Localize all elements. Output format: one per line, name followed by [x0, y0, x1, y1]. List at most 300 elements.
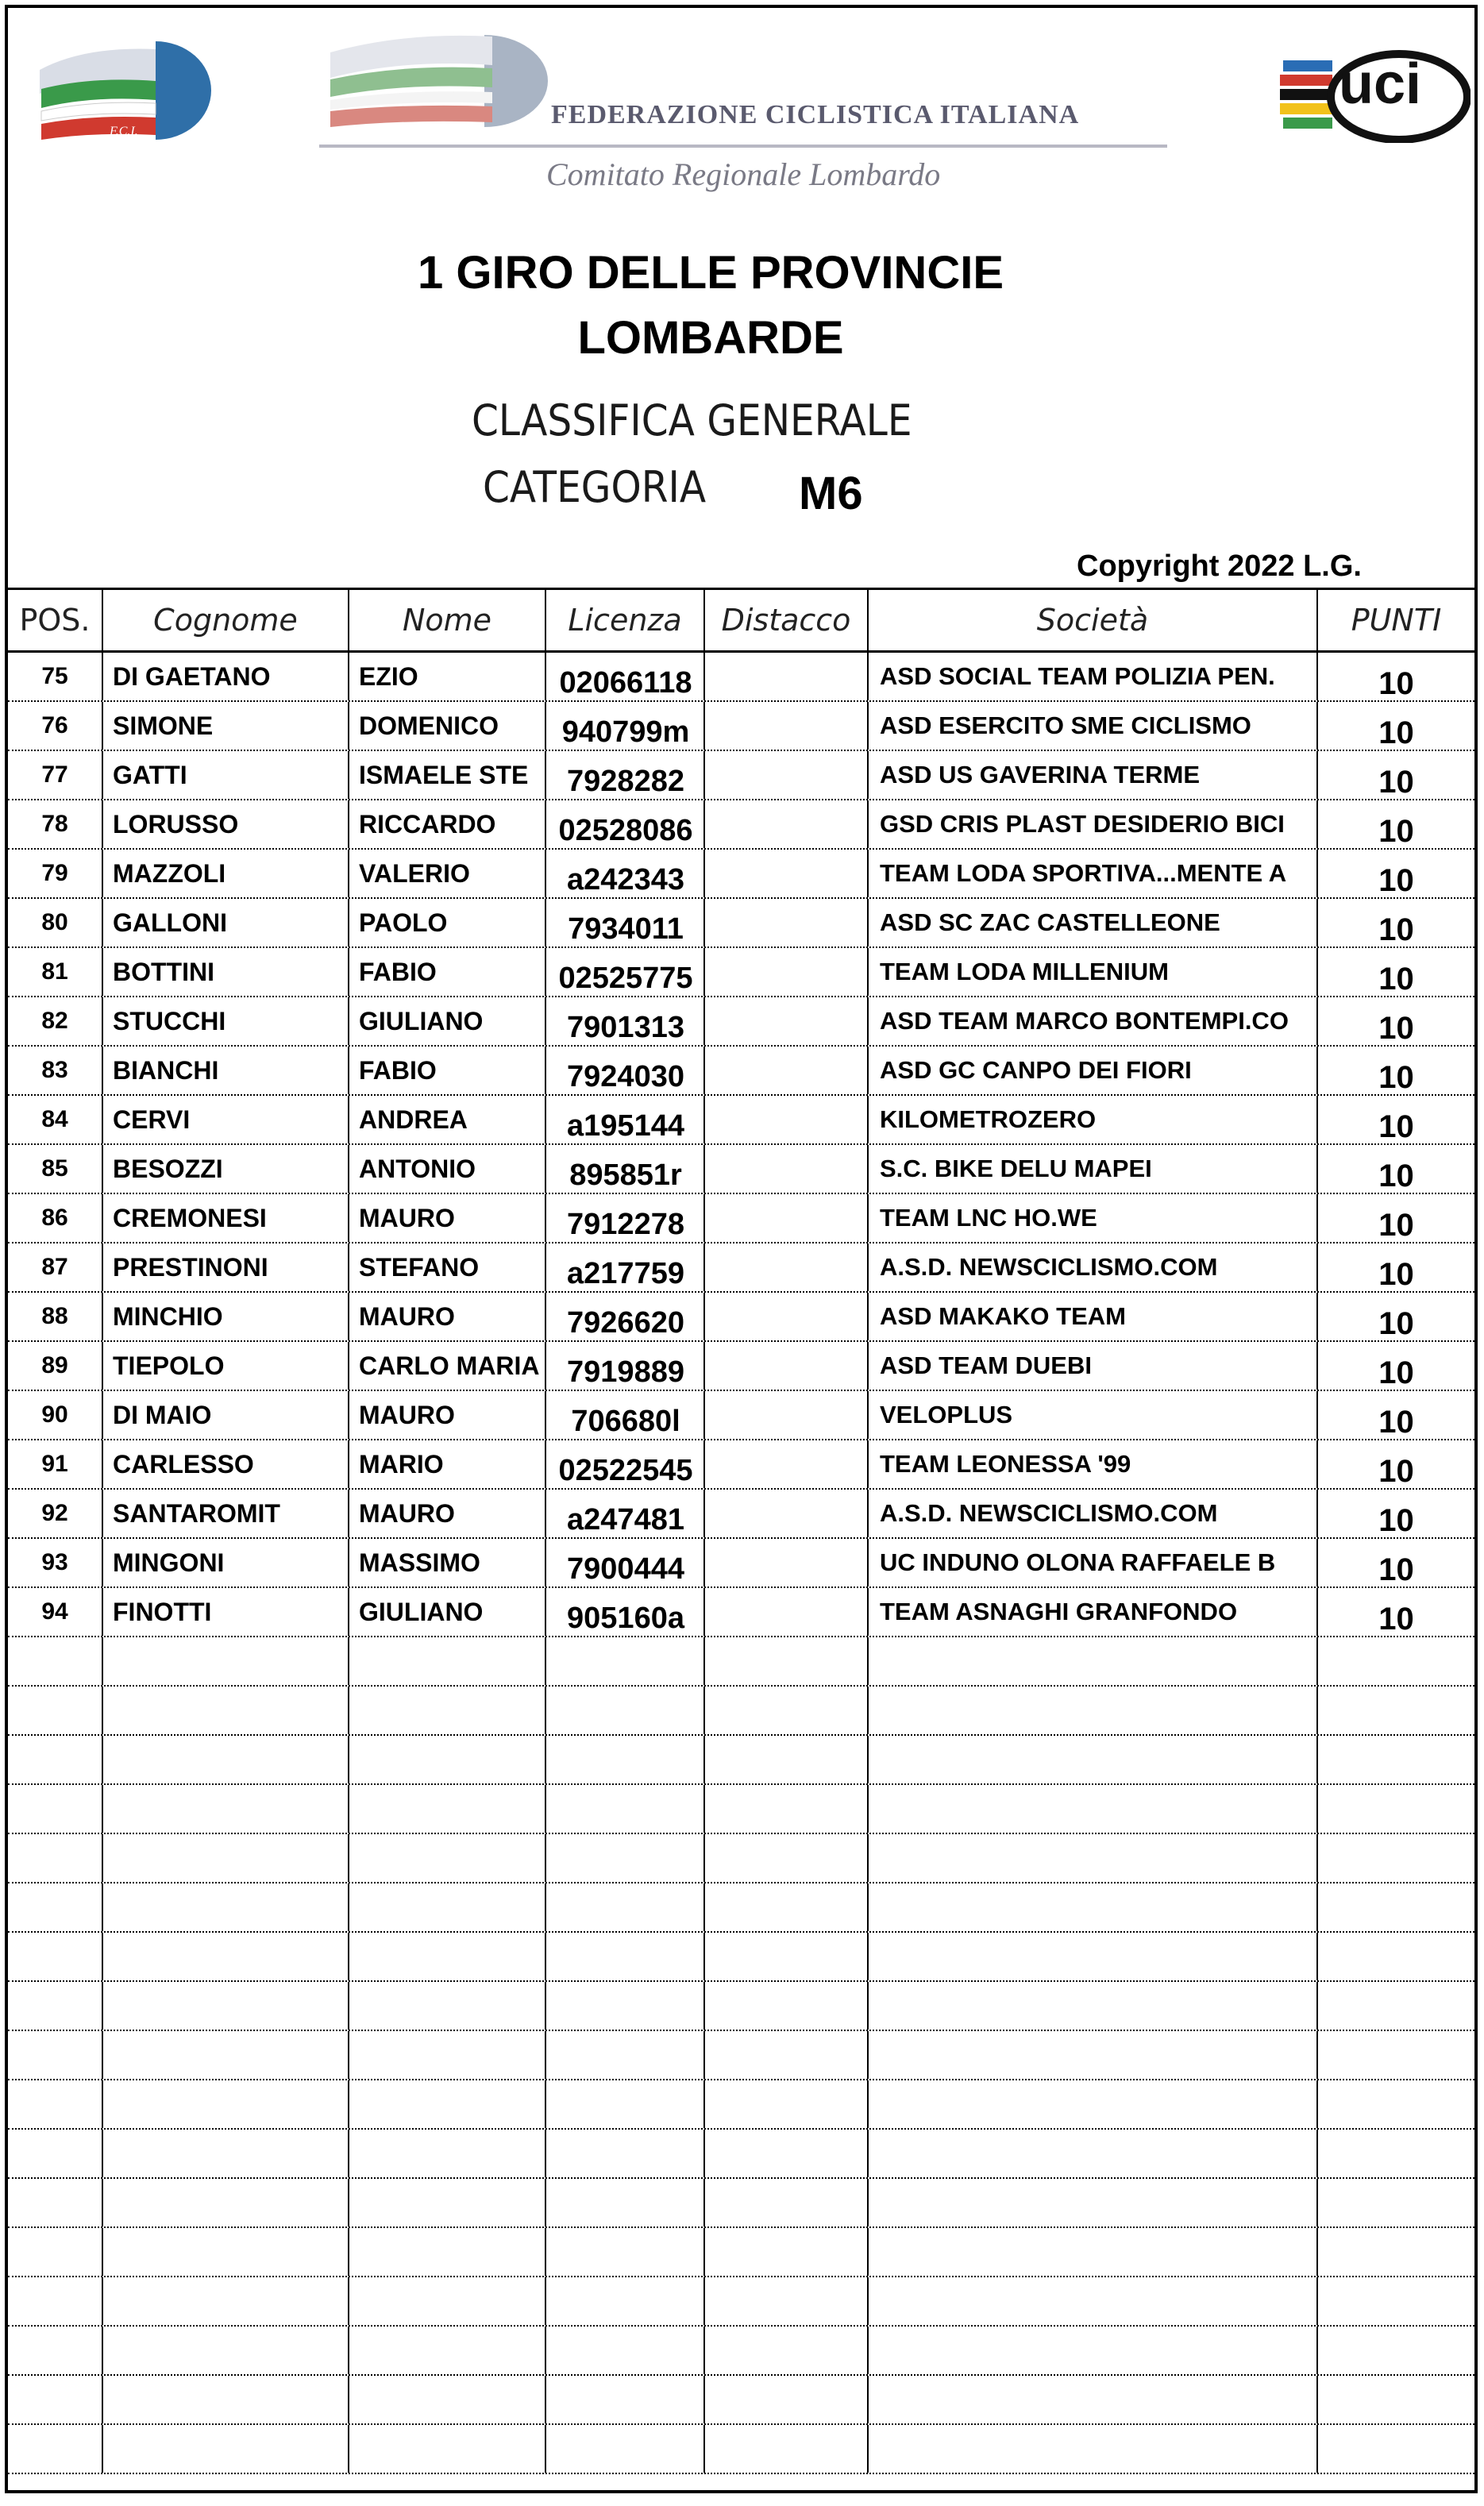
cell-punti: 10	[1378, 1158, 1414, 1193]
cell-societa: A.S.D. NEWSCICLISMO.COM	[869, 1243, 1318, 1291]
cell-distacco	[705, 2080, 869, 2128]
cell-cognome: TIEPOLO	[103, 1342, 349, 1390]
cell-pos: 83	[8, 1047, 103, 1094]
cell-distacco	[705, 2031, 869, 2079]
cell-societa	[869, 1736, 1318, 1783]
results-sheet	[5, 5, 1478, 2493]
committee-name: Comitato Regionale Lombardo	[546, 156, 941, 192]
cell-distacco	[705, 1145, 869, 1193]
cell-societa	[869, 2130, 1318, 2177]
cell-pos	[8, 1933, 103, 1980]
cell-nome	[349, 1982, 546, 2030]
cell-licenza	[546, 2277, 705, 2325]
cell-distacco	[705, 850, 869, 897]
table-row	[8, 1539, 1474, 1588]
cell-punti	[1318, 2228, 1474, 2276]
cell-licenza: 7934011	[546, 899, 705, 946]
cell-societa: TEAM LODA MILLENIUM	[869, 948, 1318, 996]
categoria-value: M6	[799, 468, 863, 519]
cell-pos: 78	[8, 800, 103, 848]
cell-pos: 93	[8, 1539, 103, 1586]
fci-logo-text: F.C.I.	[110, 125, 138, 138]
cell-nome: EZIO	[349, 653, 546, 700]
cell-pos	[8, 1637, 103, 1685]
federation-rule	[319, 145, 1167, 148]
cell-licenza	[546, 1785, 705, 1833]
cell-nome: MAURO	[349, 1391, 546, 1439]
cell-societa: TEAM LODA SPORTIVA...MENTE A	[869, 850, 1318, 897]
cell-distacco	[705, 1834, 869, 1882]
table-row	[8, 1293, 1474, 1342]
cell-punti: 10	[1378, 1059, 1414, 1094]
cell-punti	[1318, 1933, 1474, 1980]
cell-pos: 86	[8, 1194, 103, 1242]
header-cognome: Cognome	[103, 590, 349, 650]
cell-punti: 10	[1378, 1502, 1414, 1537]
cell-nome	[349, 2277, 546, 2325]
cell-pos: 77	[8, 751, 103, 799]
table-row	[8, 2277, 1474, 2327]
cell-nome	[349, 2031, 546, 2079]
table-row	[8, 1243, 1474, 1293]
header-licenza: Licenza	[546, 590, 705, 650]
header-nome: Nome	[349, 590, 546, 650]
cell-distacco	[705, 653, 869, 700]
cell-punti: 10	[1378, 961, 1414, 996]
cell-pos: 90	[8, 1391, 103, 1439]
cell-distacco	[705, 800, 869, 848]
table-row	[8, 850, 1474, 899]
race-title-line2: LOMBARDE	[577, 312, 844, 364]
cell-pos: 75	[8, 653, 103, 700]
table-row	[8, 1883, 1474, 1933]
cell-licenza: 7919889	[546, 1342, 705, 1390]
cell-nome: PAOLO	[349, 899, 546, 946]
cell-cognome: MAZZOLI	[103, 850, 349, 897]
cell-distacco	[705, 1883, 869, 1931]
cell-distacco	[705, 997, 869, 1045]
cell-licenza: 7924030	[546, 1047, 705, 1094]
cell-nome: CARLO MARIA	[349, 1342, 546, 1390]
cell-nome: MAURO	[349, 1194, 546, 1242]
cell-nome	[349, 2179, 546, 2226]
table-row	[8, 702, 1474, 751]
cell-cognome	[103, 1785, 349, 1833]
cell-cognome	[103, 2080, 349, 2128]
table-row	[8, 1637, 1474, 1687]
cell-punti: 10	[1378, 1305, 1414, 1340]
cell-cognome	[103, 1982, 349, 2030]
cell-pos: 79	[8, 850, 103, 897]
cell-nome: FABIO	[349, 1047, 546, 1094]
cell-distacco	[705, 2179, 869, 2226]
cell-societa: TEAM LEONESSA '99	[869, 1440, 1318, 1488]
table-row	[8, 1047, 1474, 1096]
cell-pos: 85	[8, 1145, 103, 1193]
cell-pos	[8, 2179, 103, 2226]
cell-cognome: CARLESSO	[103, 1440, 349, 1488]
cell-nome	[349, 1785, 546, 1833]
table-row	[8, 1145, 1474, 1194]
table-row	[8, 2376, 1474, 2425]
cell-licenza: 02525775	[546, 948, 705, 996]
cell-societa	[869, 1933, 1318, 1980]
fci-logo-icon	[37, 38, 219, 143]
cell-cognome: FINOTTI	[103, 1588, 349, 1636]
cell-distacco	[705, 1293, 869, 1340]
cell-distacco	[705, 1785, 869, 1833]
cell-pos	[8, 2080, 103, 2128]
cell-nome	[349, 2130, 546, 2177]
cell-nome: MARIO	[349, 1440, 546, 1488]
cell-nome: RICCARDO	[349, 800, 546, 848]
cell-cognome	[103, 2179, 349, 2226]
cell-licenza: 02066118	[546, 653, 705, 700]
cell-nome: DOMENICO	[349, 702, 546, 750]
cell-societa	[869, 1834, 1318, 1882]
cell-licenza: a217759	[546, 1243, 705, 1291]
cell-societa: TEAM ASNAGHI GRANFONDO	[869, 1588, 1318, 1636]
cell-pos: 94	[8, 1588, 103, 1636]
header-societa: Società	[869, 590, 1318, 650]
cell-pos: 82	[8, 997, 103, 1045]
cell-pos: 92	[8, 1490, 103, 1537]
cell-distacco	[705, 2376, 869, 2423]
cell-punti: 10	[1378, 1453, 1414, 1488]
cell-pos: 76	[8, 702, 103, 750]
cell-societa: ASD SOCIAL TEAM POLIZIA PEN.	[869, 653, 1318, 700]
cell-societa	[869, 2376, 1318, 2423]
cell-licenza	[546, 1637, 705, 1685]
cell-societa: ASD TEAM DUEBI	[869, 1342, 1318, 1390]
cell-licenza: 905160a	[546, 1588, 705, 1636]
cell-licenza: 02522545	[546, 1440, 705, 1488]
table-row	[8, 1342, 1474, 1391]
cell-societa: ASD TEAM MARCO BONTEMPI.CO	[869, 997, 1318, 1045]
copyright-text: Copyright 2022 L.G.	[1077, 549, 1362, 583]
cell-pos: 84	[8, 1096, 103, 1143]
cell-distacco	[705, 2130, 869, 2177]
cell-distacco	[705, 1243, 869, 1291]
cell-punti: 10	[1378, 1010, 1414, 1045]
cell-pos: 88	[8, 1293, 103, 1340]
cell-nome: FABIO	[349, 948, 546, 996]
cell-cognome: DI GAETANO	[103, 653, 349, 700]
cell-societa	[869, 2425, 1318, 2473]
cell-punti: 10	[1378, 764, 1414, 799]
cell-nome: STEFANO	[349, 1243, 546, 1291]
cell-licenza: 02528086	[546, 800, 705, 848]
cell-licenza: a242343	[546, 850, 705, 897]
cell-pos: 89	[8, 1342, 103, 1390]
cell-punti	[1318, 1785, 1474, 1833]
cell-nome	[349, 2327, 546, 2374]
cell-nome	[349, 1736, 546, 1783]
cell-licenza	[546, 1736, 705, 1783]
cell-cognome	[103, 1933, 349, 1980]
categoria-label: CATEGORIA	[483, 462, 707, 512]
cell-distacco	[705, 2327, 869, 2374]
cell-licenza: 7912278	[546, 1194, 705, 1242]
cell-pos	[8, 2228, 103, 2276]
table-row	[8, 1736, 1474, 1785]
cell-societa: ASD MAKAKO TEAM	[869, 1293, 1318, 1340]
cell-distacco	[705, 751, 869, 799]
table-body	[8, 653, 1474, 2474]
cell-distacco	[705, 1391, 869, 1439]
cell-licenza	[546, 2130, 705, 2177]
cell-punti: 10	[1378, 1552, 1414, 1586]
cell-distacco	[705, 1637, 869, 1685]
cell-societa: ASD US GAVERINA TERME	[869, 751, 1318, 799]
cell-cognome: BOTTINI	[103, 948, 349, 996]
cell-societa: UC INDUNO OLONA RAFFAELE B	[869, 1539, 1318, 1586]
cell-cognome: GALLONI	[103, 899, 349, 946]
cell-punti	[1318, 1982, 1474, 2030]
table-row	[8, 997, 1474, 1047]
cell-licenza: 7928282	[546, 751, 705, 799]
cell-pos	[8, 2376, 103, 2423]
cell-societa	[869, 2179, 1318, 2226]
table-row	[8, 1490, 1474, 1539]
cell-nome	[349, 2425, 546, 2473]
cell-nome: MAURO	[349, 1293, 546, 1340]
cell-cognome	[103, 2425, 349, 2473]
cell-pos: 81	[8, 948, 103, 996]
cell-punti: 10	[1378, 1207, 1414, 1242]
cell-societa	[869, 2031, 1318, 2079]
cell-licenza: 706680l	[546, 1391, 705, 1439]
cell-distacco	[705, 1933, 869, 1980]
cell-cognome: BIANCHI	[103, 1047, 349, 1094]
cell-pos	[8, 1883, 103, 1931]
cell-societa	[869, 1982, 1318, 2030]
cell-pos	[8, 2277, 103, 2325]
cell-societa	[869, 1883, 1318, 1931]
header-punti: PUNTI	[1351, 603, 1442, 638]
cell-cognome	[103, 2031, 349, 2079]
header-pos: POS.	[8, 590, 103, 650]
table-row	[8, 1440, 1474, 1490]
cell-punti	[1318, 1637, 1474, 1685]
cell-licenza	[546, 1687, 705, 1734]
cell-punti: 10	[1378, 1404, 1414, 1439]
federation-name: FEDERAZIONE CICLISTICA ITALIANA	[551, 100, 1080, 129]
uci-logo-icon	[1280, 38, 1471, 143]
cell-nome	[349, 1933, 546, 1980]
cell-nome: GIULIANO	[349, 1588, 546, 1636]
race-title-line1: 1 GIRO DELLE PROVINCIE	[418, 247, 1004, 299]
cell-cognome: LORUSSO	[103, 800, 349, 848]
cell-distacco	[705, 1539, 869, 1586]
cell-punti	[1318, 1883, 1474, 1931]
cell-nome	[349, 1834, 546, 1882]
cell-distacco	[705, 1687, 869, 1734]
cell-licenza	[546, 1982, 705, 2030]
cell-punti	[1318, 2327, 1474, 2374]
cell-distacco	[705, 2425, 869, 2473]
cell-pos	[8, 1785, 103, 1833]
table-row	[8, 948, 1474, 997]
cell-societa: GSD CRIS PLAST DESIDERIO BICI	[869, 800, 1318, 848]
cell-licenza: 940799m	[546, 702, 705, 750]
cell-pos	[8, 1982, 103, 2030]
cell-pos	[8, 1687, 103, 1734]
cell-cognome: CERVI	[103, 1096, 349, 1143]
cell-cognome	[103, 1736, 349, 1783]
cell-punti	[1318, 2130, 1474, 2177]
cell-licenza	[546, 2228, 705, 2276]
table-row	[8, 2179, 1474, 2228]
cell-pos: 87	[8, 1243, 103, 1291]
cell-nome	[349, 2376, 546, 2423]
cell-distacco	[705, 1588, 869, 1636]
cell-punti	[1318, 1736, 1474, 1783]
cell-cognome	[103, 2130, 349, 2177]
cell-punti: 10	[1378, 715, 1414, 750]
cell-punti: 10	[1378, 813, 1414, 848]
cell-societa	[869, 2080, 1318, 2128]
cell-punti: 10	[1378, 665, 1414, 700]
cell-punti: 10	[1378, 1108, 1414, 1143]
cell-licenza	[546, 1883, 705, 1931]
cell-licenza	[546, 2031, 705, 2079]
cell-distacco	[705, 2277, 869, 2325]
cell-pos: 80	[8, 899, 103, 946]
table-row	[8, 1785, 1474, 1834]
cell-distacco	[705, 1982, 869, 2030]
cell-licenza: 895851r	[546, 1145, 705, 1193]
cell-distacco	[705, 948, 869, 996]
cell-nome: ISMAELE STE	[349, 751, 546, 799]
cell-societa	[869, 1687, 1318, 1734]
cell-nome	[349, 1637, 546, 1685]
cell-punti: 10	[1378, 912, 1414, 946]
header-distacco: Distacco	[705, 590, 869, 650]
cell-nome	[349, 2228, 546, 2276]
cell-licenza	[546, 2425, 705, 2473]
cell-cognome: MINGONI	[103, 1539, 349, 1586]
table-row	[8, 1933, 1474, 1982]
cell-societa: ASD SC ZAC CASTELLEONE	[869, 899, 1318, 946]
table-row	[8, 1194, 1474, 1243]
cell-licenza	[546, 2179, 705, 2226]
cell-cognome: CREMONESI	[103, 1194, 349, 1242]
cell-societa	[869, 2327, 1318, 2374]
table-row	[8, 1687, 1474, 1736]
cell-punti: 10	[1378, 1256, 1414, 1291]
cell-societa: VELOPLUS	[869, 1391, 1318, 1439]
cell-distacco	[705, 1440, 869, 1488]
cell-nome: VALERIO	[349, 850, 546, 897]
cell-cognome: MINCHIO	[103, 1293, 349, 1340]
cell-cognome	[103, 1637, 349, 1685]
cell-distacco	[705, 1490, 869, 1537]
cell-distacco	[705, 899, 869, 946]
cell-punti	[1318, 2425, 1474, 2473]
table-row	[8, 1391, 1474, 1440]
table-row	[8, 2327, 1474, 2376]
cell-distacco	[705, 2228, 869, 2276]
cell-pos	[8, 2031, 103, 2079]
cell-societa	[869, 2228, 1318, 2276]
cell-licenza	[546, 1834, 705, 1882]
cell-cognome	[103, 1883, 349, 1931]
cell-nome: GIULIANO	[349, 997, 546, 1045]
cell-societa	[869, 1637, 1318, 1685]
cell-cognome: GATTI	[103, 751, 349, 799]
cell-distacco	[705, 1096, 869, 1143]
cell-licenza	[546, 2327, 705, 2374]
cell-distacco	[705, 702, 869, 750]
cell-nome	[349, 2080, 546, 2128]
cell-nome: ANTONIO	[349, 1145, 546, 1193]
cell-cognome: BESOZZI	[103, 1145, 349, 1193]
cell-societa: TEAM LNC HO.WE	[869, 1194, 1318, 1242]
cell-punti	[1318, 2277, 1474, 2325]
cell-societa: ASD ESERCITO SME CICLISMO	[869, 702, 1318, 750]
cell-licenza: 7900444	[546, 1539, 705, 1586]
cell-nome: ANDREA	[349, 1096, 546, 1143]
cell-cognome	[103, 1834, 349, 1882]
cell-licenza: 7901313	[546, 997, 705, 1045]
cell-punti	[1318, 2080, 1474, 2128]
cell-cognome	[103, 1687, 349, 1734]
cell-societa: KILOMETROZERO	[869, 1096, 1318, 1143]
cell-pos	[8, 2425, 103, 2473]
table-row	[8, 1096, 1474, 1145]
table-row	[8, 2130, 1474, 2179]
cell-societa: A.S.D. NEWSCICLISMO.COM	[869, 1490, 1318, 1537]
cell-licenza: a247481	[546, 1490, 705, 1537]
cell-licenza	[546, 2080, 705, 2128]
cell-punti	[1318, 2376, 1474, 2423]
results-table	[8, 590, 1474, 2474]
cell-licenza	[546, 1933, 705, 1980]
cell-societa	[869, 2277, 1318, 2325]
cell-cognome	[103, 2327, 349, 2374]
cell-punti	[1318, 1834, 1474, 1882]
cell-punti: 10	[1378, 862, 1414, 897]
cell-punti	[1318, 2031, 1474, 2079]
table-row	[8, 2228, 1474, 2277]
table-row	[8, 2031, 1474, 2080]
cell-cognome: PRESTINONI	[103, 1243, 349, 1291]
cell-distacco	[705, 1342, 869, 1390]
cell-pos	[8, 2130, 103, 2177]
cell-punti	[1318, 1687, 1474, 1734]
cell-pos	[8, 1834, 103, 1882]
uci-logo-text: uci	[1339, 52, 1422, 116]
cell-licenza	[546, 2376, 705, 2423]
cell-societa: ASD GC CANPO DEI FIORI	[869, 1047, 1318, 1094]
cell-pos	[8, 1736, 103, 1783]
cell-societa: S.C. BIKE DELU MAPEI	[869, 1145, 1318, 1193]
cell-cognome: DI MAIO	[103, 1391, 349, 1439]
table-row	[8, 1982, 1474, 2031]
cell-pos	[8, 2327, 103, 2374]
cell-nome	[349, 1687, 546, 1734]
table-row	[8, 2080, 1474, 2130]
cell-cognome	[103, 2228, 349, 2276]
cell-societa	[869, 1785, 1318, 1833]
classifica-label: CLASSIFICA GENERALE	[472, 395, 912, 445]
table-row	[8, 1834, 1474, 1883]
table-row	[8, 1588, 1474, 1637]
cell-distacco	[705, 1194, 869, 1242]
cell-nome: MAURO	[349, 1490, 546, 1537]
table-row	[8, 653, 1474, 702]
